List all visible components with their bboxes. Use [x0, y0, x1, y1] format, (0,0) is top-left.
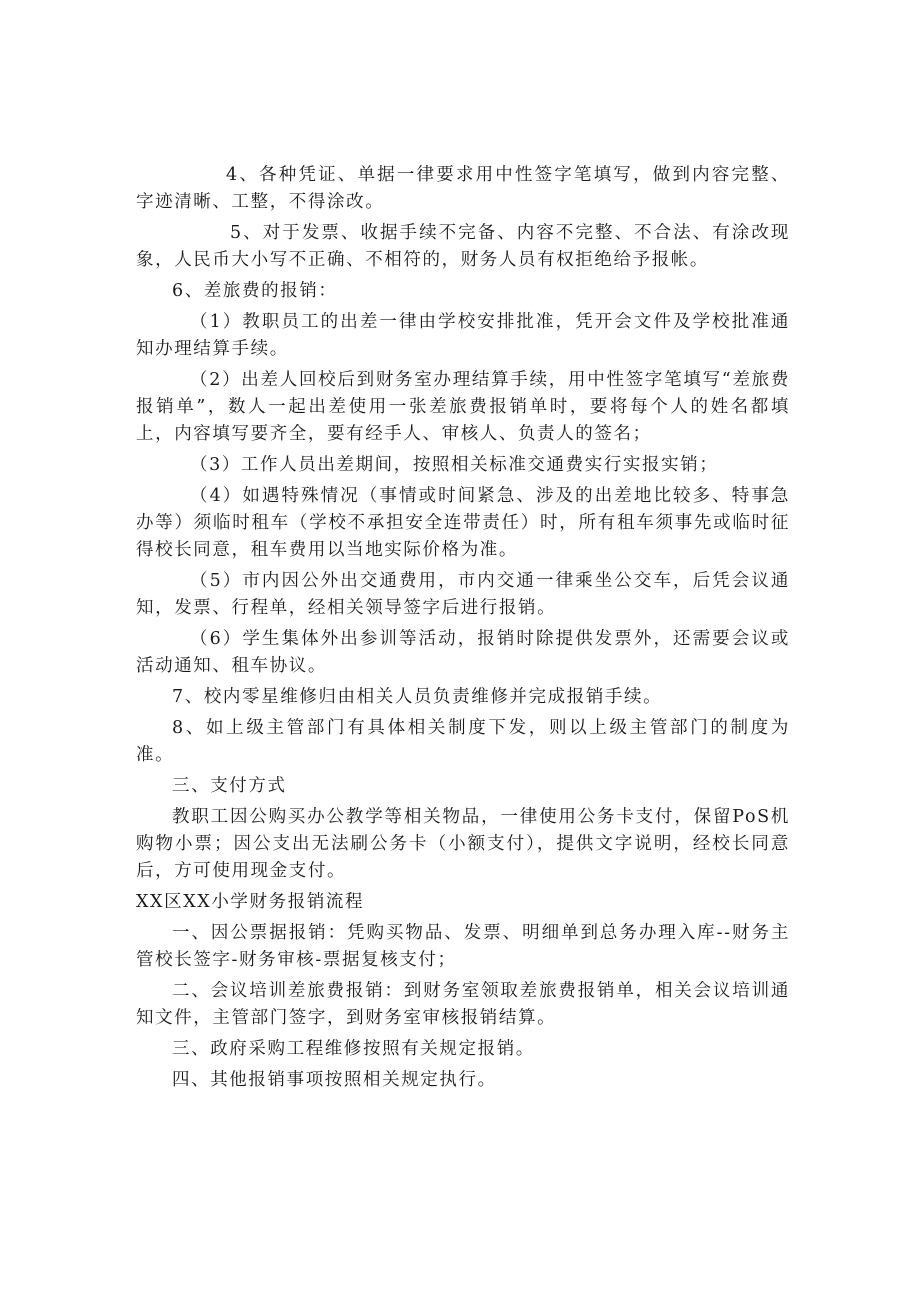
paragraph-item-7: 7、校内零星维修归由相关人员负责维修并完成报销手续。 — [172, 687, 663, 707]
paragraph-sub-1: （1）教职员工的出差一律由学校安排批准，凭开会文件及学校批准通知办理结算手续。 — [136, 312, 790, 359]
paragraph-item-6-heading: 6、差旅费的报销： — [172, 281, 338, 301]
paragraph-sub-3: （3）工作人员出差期间，按照相关标准交通费实行实报实销； — [190, 455, 719, 475]
document-page — [136, 162, 790, 1098]
paragraph-process-1: 一、因公票据报销：凭购买物品、发票、明细单到总务办理入库--财务主管校长签字-财务审核-票据复核支付； — [136, 923, 790, 970]
paragraph-item-8: 8、如上级主管部门有具体相关制度下发，则以上级主管部门的制度为准。 — [136, 718, 790, 765]
paragraph-sub-5: （5）市内因公外出交通费用，市内交通一律乘坐公交车，后凭会议通知，发票、行程单，经相关领导签字后进行报销。 — [136, 571, 790, 618]
section-heading-payment: 三、支付方式 — [172, 776, 287, 796]
paragraph-sub-6: （6）学生集体外出参训等活动，报销时除提供发票外，还需要会议或活动通知、租车协议。 — [136, 629, 790, 676]
paragraph-process-3: 三、政府采购工程维修按照有关规定报销。 — [172, 1039, 535, 1059]
paragraph-process-4: 四、其他报销事项按照相关规定执行。 — [172, 1070, 497, 1090]
paragraph-process-2: 二、会议培训差旅费报销：到财务室领取差旅费报销单，相关会议培训通知文件，主管部门签字，到财务室审核报销结算。 — [136, 981, 790, 1028]
paragraph-sub-2: （2）出差人回校后到财务室办理结算手续，用中性签字笔填写“差旅费报销单”，数人一起出差使用一张差旅费报销单时，要将每个人的姓名都填上，内容填写要齐全，要有经手人、审核人、负责人的签名； — [136, 370, 790, 444]
paragraph-payment-method: 教职工因公购买办公教学等相关物品，一律使用公务卡支付，保留PoS机购物小票；因公支出无法刷公务卡（小额支付），提供文字说明，经校长同意后，方可使用现金支付。 — [136, 807, 790, 881]
paragraph-sub-4: （4）如遇特殊情况（事情或时间紧急、涉及的出差地比较多、特事急办等）须临时租车（学校不承担安全连带责任）时，所有租车须事先或临时征得校长同意，租车费用以当地实际价格为准。 — [136, 486, 790, 560]
section-title-process: XX区XX小学财务报销流程 — [136, 892, 365, 912]
paragraph-item-4: 4、各种凭证、单据一律要求用中性签字笔填写，做到内容完整、字迹清晰、工整，不得涂改。 — [136, 165, 790, 212]
paragraph-item-5: 5、对于发票、收据手续不完备、内容不完整、不合法、有涂改现象，人民币大小写不正确、不相符的，财务人员有权拒绝给予报帐。 — [136, 223, 790, 270]
